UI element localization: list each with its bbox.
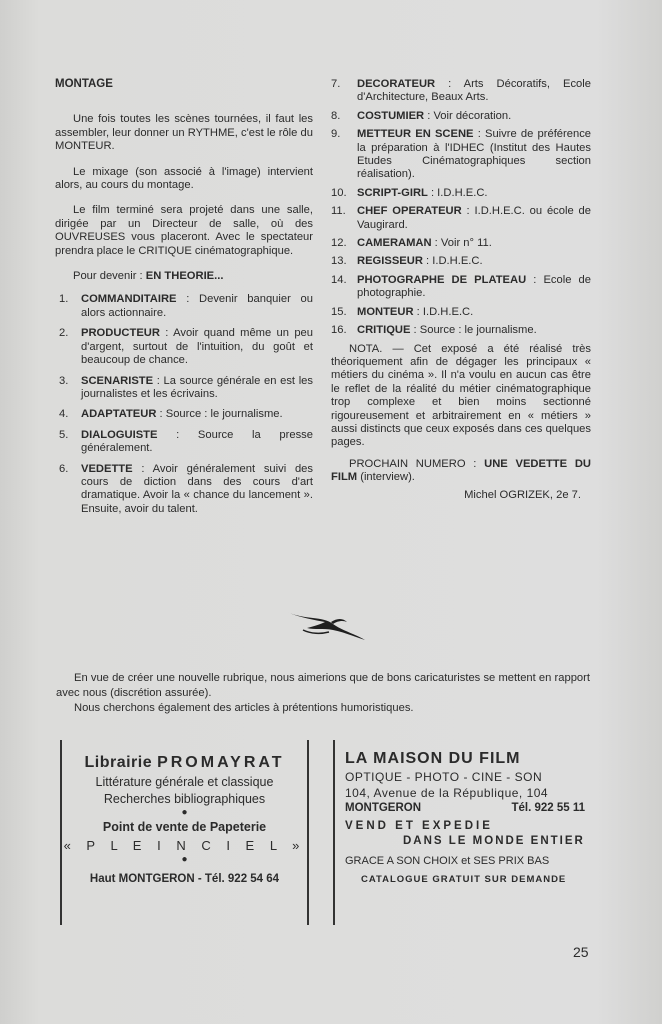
list-item	[331, 128, 591, 182]
ad-right-line-2: 104, Avenue de la République, 104	[345, 786, 549, 800]
ad-maison-du-film	[333, 740, 591, 925]
item-title: PHOTOGRAPHE DE PLATEAU	[357, 273, 527, 286]
ad-right-monde: DANS LE MONDE ENTIER	[403, 835, 585, 847]
item-title: ADAPTATEUR	[81, 408, 157, 421]
item-text: : La source générale en est les journalistes et les écrivains.	[81, 374, 313, 400]
item-title: SCENARISTE	[81, 374, 154, 387]
prochain-numero	[331, 458, 591, 485]
item-title: CHEF OPERATEUR	[357, 205, 462, 218]
item-number: 15.	[331, 305, 347, 318]
flourish-ornament-icon	[285, 606, 367, 642]
bullet-dot-icon: ●	[181, 807, 188, 818]
list-item	[55, 327, 313, 367]
item-text: : Voir n° 11.	[431, 237, 492, 250]
prochain-suffix: (interview).	[357, 471, 415, 484]
item-text: : Source : le journalisme.	[410, 324, 537, 337]
ad-right-catalogue: CATALOGUE GRATUIT SUR DEMANDE	[361, 874, 567, 885]
ad-right-vend: VEND ET EXPEDIE	[345, 820, 493, 832]
ad-left-line-2: Recherches bibliographiques	[103, 792, 266, 806]
item-number: 3.	[59, 374, 69, 387]
ad-right-grace: GRACE A SON CHOIX et SES PRIX BAS	[345, 855, 550, 867]
paragraph-2: Le mixage (son associé à l'image) intervient alors, au cours du montage.	[55, 165, 313, 192]
prochain-bold: UNE VEDETTE DU FILM	[331, 457, 591, 484]
item-number: 1.	[59, 293, 69, 306]
list-item	[55, 463, 313, 517]
metiers-list-left	[55, 293, 313, 516]
item-number: 14.	[331, 273, 347, 286]
list-item	[55, 429, 313, 456]
devenir-prefix: Pour devenir :	[73, 270, 146, 283]
item-number: 13.	[331, 255, 347, 268]
item-text: : Devenir banquier ou alors actionnaire.	[81, 293, 313, 319]
item-title: REGISSEUR	[357, 255, 423, 268]
section-heading-montage: MONTAGE	[55, 78, 113, 90]
ad-right-town: MONTGERON	[345, 802, 422, 814]
item-text: : I.D.H.E.C. ou école de Vaugirard.	[357, 205, 591, 231]
list-item	[55, 375, 313, 402]
notice-line-1: En vue de créer une nouvelle rubrique, nous aimerions que de bons caricaturistes se mettent en rapport avec nous (discrétion assurée).	[56, 672, 590, 699]
ad-left-line-4: « P L E I N C I E L »	[63, 838, 306, 853]
ad-librairie-promayrat	[60, 740, 309, 925]
list-item	[331, 187, 591, 200]
ad-left-line-1: Littérature générale et classique	[95, 775, 274, 789]
list-item	[331, 324, 591, 337]
bullet-dot-icon: ●	[181, 854, 188, 865]
list-item	[331, 205, 591, 232]
item-text: : Voir décoration.	[424, 109, 512, 122]
notice-block	[56, 671, 590, 716]
ad-right-town-row	[345, 802, 591, 814]
item-number: 7.	[331, 78, 341, 90]
item-text: : Suivre de préférence la préparation à l'IDHEC (Institut des Hautes Etudes Cinématographiques section réalisation).	[357, 128, 592, 181]
prochain-prefix: PROCHAIN NUMERO :	[349, 457, 485, 470]
list-item	[331, 255, 591, 268]
devenir-bold: EN THEORIE...	[145, 270, 224, 283]
item-number: 10.	[331, 186, 347, 199]
paragraph-3: Le film terminé sera projeté dans une salle, dirigée par un Directeur de salle, où des OUVREUSES vous placeront. Avec le spectateur prendra place le CRITIQUE cinématographique.	[55, 204, 313, 257]
item-text: : Avoir généralement suivi des cours de diction dans des cours d'art dramatique. Avoir la « chance du lancement ». Ensuite, avoir du talent.	[81, 462, 313, 515]
item-text: : I.D.H.E.C.	[422, 255, 483, 268]
item-text: : I.D.H.E.C.	[413, 305, 474, 318]
item-number: 5.	[59, 428, 69, 441]
ad-left-title-a: Librairie	[84, 754, 158, 771]
item-number: 16.	[331, 324, 347, 337]
page-number: 25	[573, 944, 589, 960]
item-text: : Arts Décoratifs, Ecole d'Architecture, Beaux Arts.	[357, 78, 591, 104]
item-number: 8.	[331, 109, 341, 122]
ad-left-title-b: PROMAYRAT	[157, 754, 285, 771]
item-title: METTEUR EN SCENE	[357, 128, 474, 141]
paragraph-1: Une fois toutes les scènes tournées, il faut les assembler, leur donner un RYTHME, c'est le rôle du MONTEUR.	[55, 113, 313, 153]
ad-right-title: LA MAISON DU FILM	[345, 750, 521, 767]
item-number: 2.	[59, 327, 69, 340]
item-text: : Source la presse généralement.	[81, 428, 313, 455]
list-item	[331, 237, 591, 250]
item-title: VEDETTE	[81, 462, 133, 475]
item-text: : I.D.H.E.C.	[427, 186, 488, 199]
notice-line-2: Nous cherchons également des articles à prétentions humoristiques.	[74, 702, 414, 714]
item-title: MONTEUR	[357, 305, 414, 318]
right-column	[331, 78, 591, 502]
nota-paragraph: NOTA. — Cet exposé a été réalisé très théoriquement afin de dégager les principaux « métiers du cinéma ». Il n'a voulu en aucun cas être le reflet de la réalité du métier cinématographique trop complexe et bien moins sectionné rigoureusement et arbitrairement en « métiers » aussi distincts que ceux exposés dans ces quelques pages.	[331, 342, 591, 449]
metiers-list-right	[331, 78, 591, 338]
item-title: CRITIQUE	[357, 324, 411, 337]
item-text: : Avoir quand même un peu d'argent, surtout de l'intuition, du goût et beaucoup de chance.	[81, 327, 313, 367]
left-column	[55, 78, 313, 523]
author-signature: Michel OGRIZEK, 2e 7.	[464, 488, 581, 501]
list-item	[55, 408, 313, 421]
list-item	[331, 306, 591, 319]
item-number: 4.	[59, 408, 69, 421]
devenir-line	[55, 270, 313, 283]
item-title: CAMERAMAN	[357, 237, 432, 250]
item-number: 9.	[331, 128, 341, 141]
item-title: COSTUMIER	[357, 109, 425, 122]
ad-right-line-1: OPTIQUE - PHOTO - CINE - SON	[345, 770, 543, 784]
item-number: 11.	[331, 205, 346, 218]
item-number: 6.	[59, 462, 69, 475]
item-text: : Source : le journalisme.	[156, 408, 283, 421]
item-title: DECORATEUR	[357, 78, 436, 90]
ad-left-title	[62, 754, 307, 772]
list-item	[331, 110, 591, 123]
list-item	[331, 274, 591, 301]
item-title: COMMANDITAIRE	[81, 293, 177, 306]
list-item	[55, 293, 313, 320]
item-text: : Ecole de photographie.	[357, 273, 591, 300]
item-title: DIALOGUISTE	[81, 428, 158, 441]
item-title: SCRIPT-GIRL	[357, 186, 428, 199]
list-item	[331, 78, 591, 105]
item-number: 12.	[331, 237, 347, 250]
ad-left-line-3: Point de vente de Papeterie	[102, 820, 267, 834]
item-title: PRODUCTEUR	[81, 327, 160, 340]
ad-right-tel: Tél. 922 55 11	[511, 802, 585, 814]
ad-left-footer: Haut MONTGERON - Tél. 922 54 64	[89, 873, 280, 885]
